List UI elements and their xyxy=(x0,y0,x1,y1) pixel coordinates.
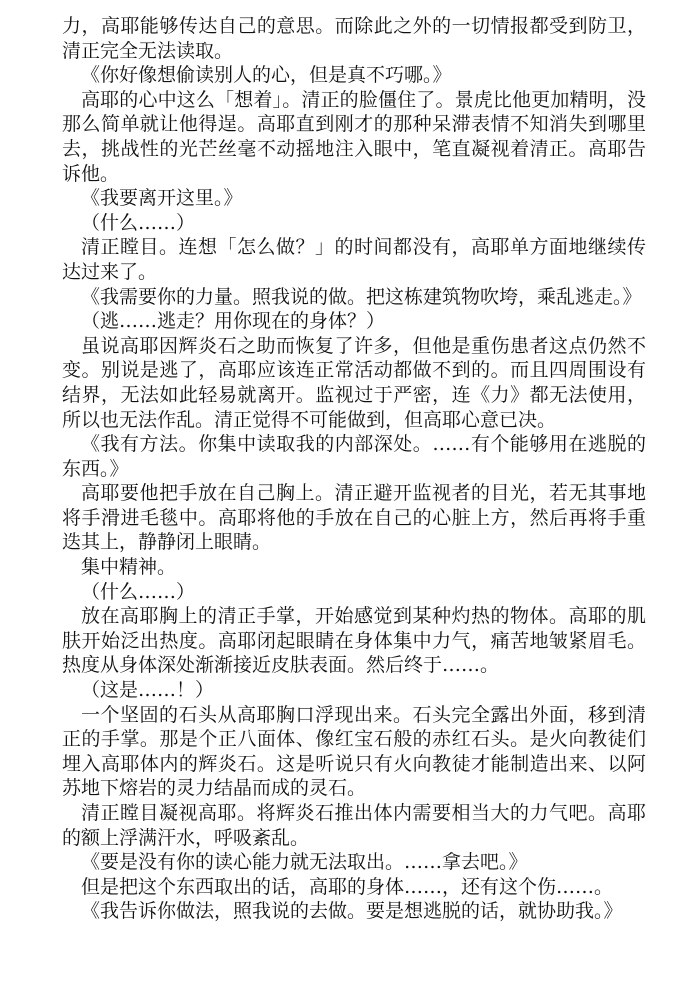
paragraph: 清正瞠目。连想「怎么做？」的时间都没有，高耶单方面地继续传达过来了。 xyxy=(62,236,646,283)
paragraph: 《我有方法。你集中读取我的内部深处。……有个能够用在逃脱的东西。》 xyxy=(62,433,646,480)
paragraph: 《我需要你的力量。照我说的做。把这栋建筑物吹垮，乘乱逃走。》 xyxy=(81,285,642,308)
paragraph: 《要是没有你的读心能力就无法取出。……拿去吧。》 xyxy=(81,851,528,874)
paragraph: 虽说高耶因辉炎石之助而恢复了许多，但他是重伤患者这点仍然不变。别说是逃了，高耶应该连正常活动都做不到的。而且四周围设有结界，无法如此轻易就离开。监视过于严密，连《力》都无法使用，所以也无法作乱。清正觉得不可能做到，但高耶心意已决。 xyxy=(62,334,646,431)
paragraph: 《你好像想偷读别人的心，但是真不巧哪。》 xyxy=(81,64,452,87)
paragraph: 《我告诉你做法，照我说的去做。要是想逃脱的话，就协助我。》 xyxy=(81,900,623,923)
paragraph: （什么……） xyxy=(81,211,196,234)
paragraph: （逃……逃走？用你现在的身体？） xyxy=(81,310,386,333)
paragraph: 力，高耶能够传达自己的意思。而除此之外的一切情报都受到防卫，清正完全无法读取。 xyxy=(62,15,646,62)
paragraph: 高耶要他把手放在自己胸上。清正避开监视者的目光，若无其事地将手滑进毛毯中。高耶将他的手放在自己的心脏上方，然后再将手重迭其上，静静闭上眼睛。 xyxy=(62,482,646,554)
paragraph: 高耶的心中这么「想着」。清正的脸僵住了。景虎比他更加精明，没那么简单就让他得逞。高耶直到刚才的那种呆滞表情不知消失到哪里去，挑战性的光芒丝毫不动摇地注入眼中，笔直凝视着清正。高耶告诉他。 xyxy=(62,88,646,185)
paragraph: 但是把这个东西取出的话，高耶的身体……，还有这个伤……。 xyxy=(81,875,614,898)
paragraph: （什么……） xyxy=(81,580,196,603)
paragraph: 清正瞠目凝视高耶。将辉炎石推出体内需要相当大的力气吧。高耶的额上浮满汗水，呼吸紊乱。 xyxy=(62,802,646,849)
paragraph: 放在高耶胸上的清正手掌，开始感觉到某种灼热的物体。高耶的肌肤开始泛出热度。高耶闭起眼睛在身体集中力气，痛苦地皱紧眉毛。热度从身体深处渐渐接近皮肤表面。然后终于……。 xyxy=(62,605,646,677)
document-page xyxy=(62,14,646,924)
paragraph: 一个坚固的石头从高耶胸口浮现出来。石头完全露出外面，移到清正的手掌。那是个正八面体、像红宝石般的赤红石头。是火向教徒们埋入高耶体内的辉炎石。这是听说只有火向教徒才能制造出来、以阿苏地下熔岩的灵力结晶而成的灵石。 xyxy=(62,703,646,800)
paragraph: 集中精神。 xyxy=(81,556,177,579)
paragraph: （这是……！） xyxy=(81,679,215,702)
paragraph: 《我要离开这里。》 xyxy=(81,187,243,210)
